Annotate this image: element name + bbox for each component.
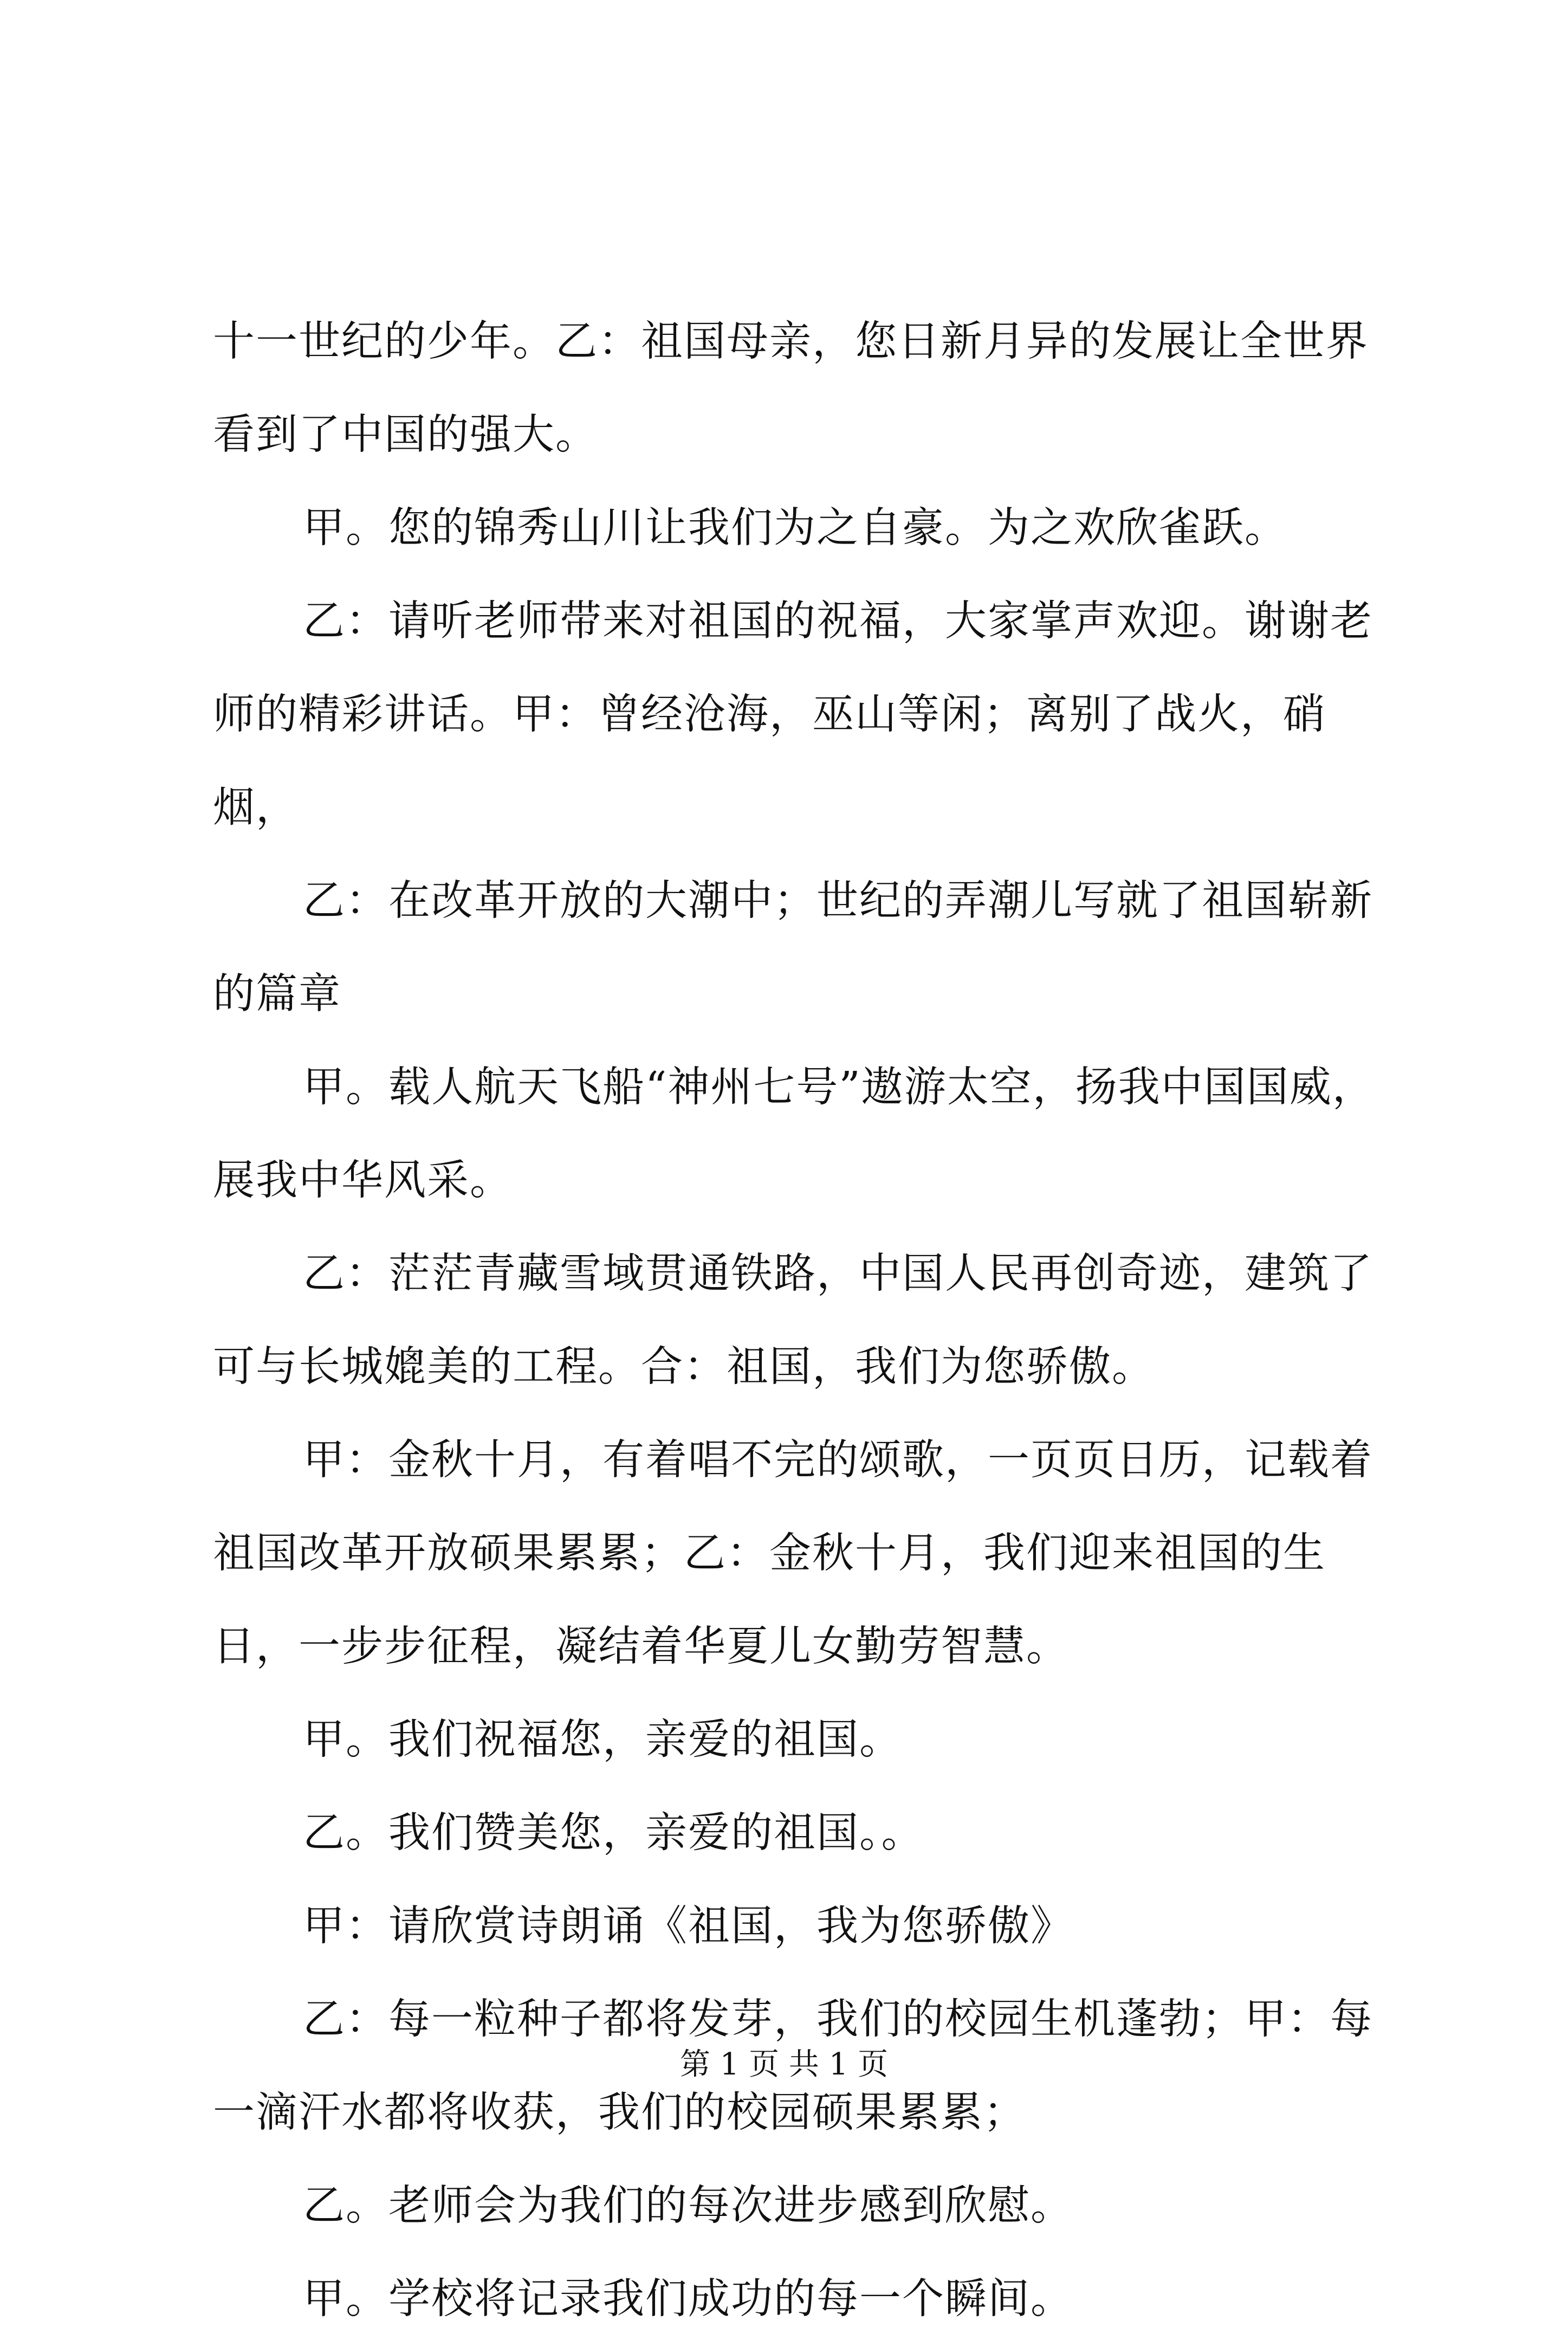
paragraph: 乙：在改革开放的大潮中；世纪的弄潮儿写就了祖国崭新的篇章 [213, 877, 1373, 1018]
paragraph: 甲：请欣赏诗朗诵《祖国，我为您骄傲》 [303, 1902, 1073, 1950]
document-body [213, 295, 1383, 2346]
paragraph: 甲。您的锦秀山川让我们为之自豪。为之欢欣雀跃。 [303, 504, 1287, 552]
paragraph: 乙：茫茫青藏雪域贯通铁路，中国人民再创奇迹，建筑了可与长城媲美的工程。合：祖国，我们为您骄傲。 [213, 1250, 1373, 1391]
paragraph: 乙：请听老师带来对祖国的祝福，大家掌声欢迎。谢谢老师的精彩讲话。甲：曾经沧海，巫山等闲；离别了战火，硝烟， [213, 597, 1373, 832]
paragraph: 乙。我们赞美您，亲爱的祖国。。 [303, 1809, 924, 1857]
paragraph: 十一世纪的少年。乙：祖国母亲，您日新月异的发展让全世界看到了中国的强大。 [213, 318, 1369, 459]
paragraph: 乙：每一粒种子都将发芽，我们的校园生机蓬勃；甲：每一滴汗水都将收获，我们的校园硕果累累； [213, 1995, 1373, 2137]
paragraph: 甲。我们祝福您，亲爱的祖国。 [303, 1716, 902, 1764]
page-footer: 第 1 页 共 1 页 [679, 2047, 889, 2082]
paragraph: 甲。载人航天飞船“神州七号”遨游太空，扬我中国国威，展我中华风采。 [213, 1063, 1375, 1205]
paragraph: 乙。老师会为我们的每次进步感到欣慰。 [303, 2182, 1073, 2230]
paragraph: 甲。学校将记录我们成功的每一个瞬间。 [303, 2275, 1073, 2323]
paragraph: 甲：金秋十月，有着唱不完的颂歌，一页页日历，记载着祖国改革开放硕果累累；乙：金秋十月，我们迎来祖国的生日，一步步征程，凝结着华夏儿女勤劳智慧。 [213, 1436, 1373, 1671]
